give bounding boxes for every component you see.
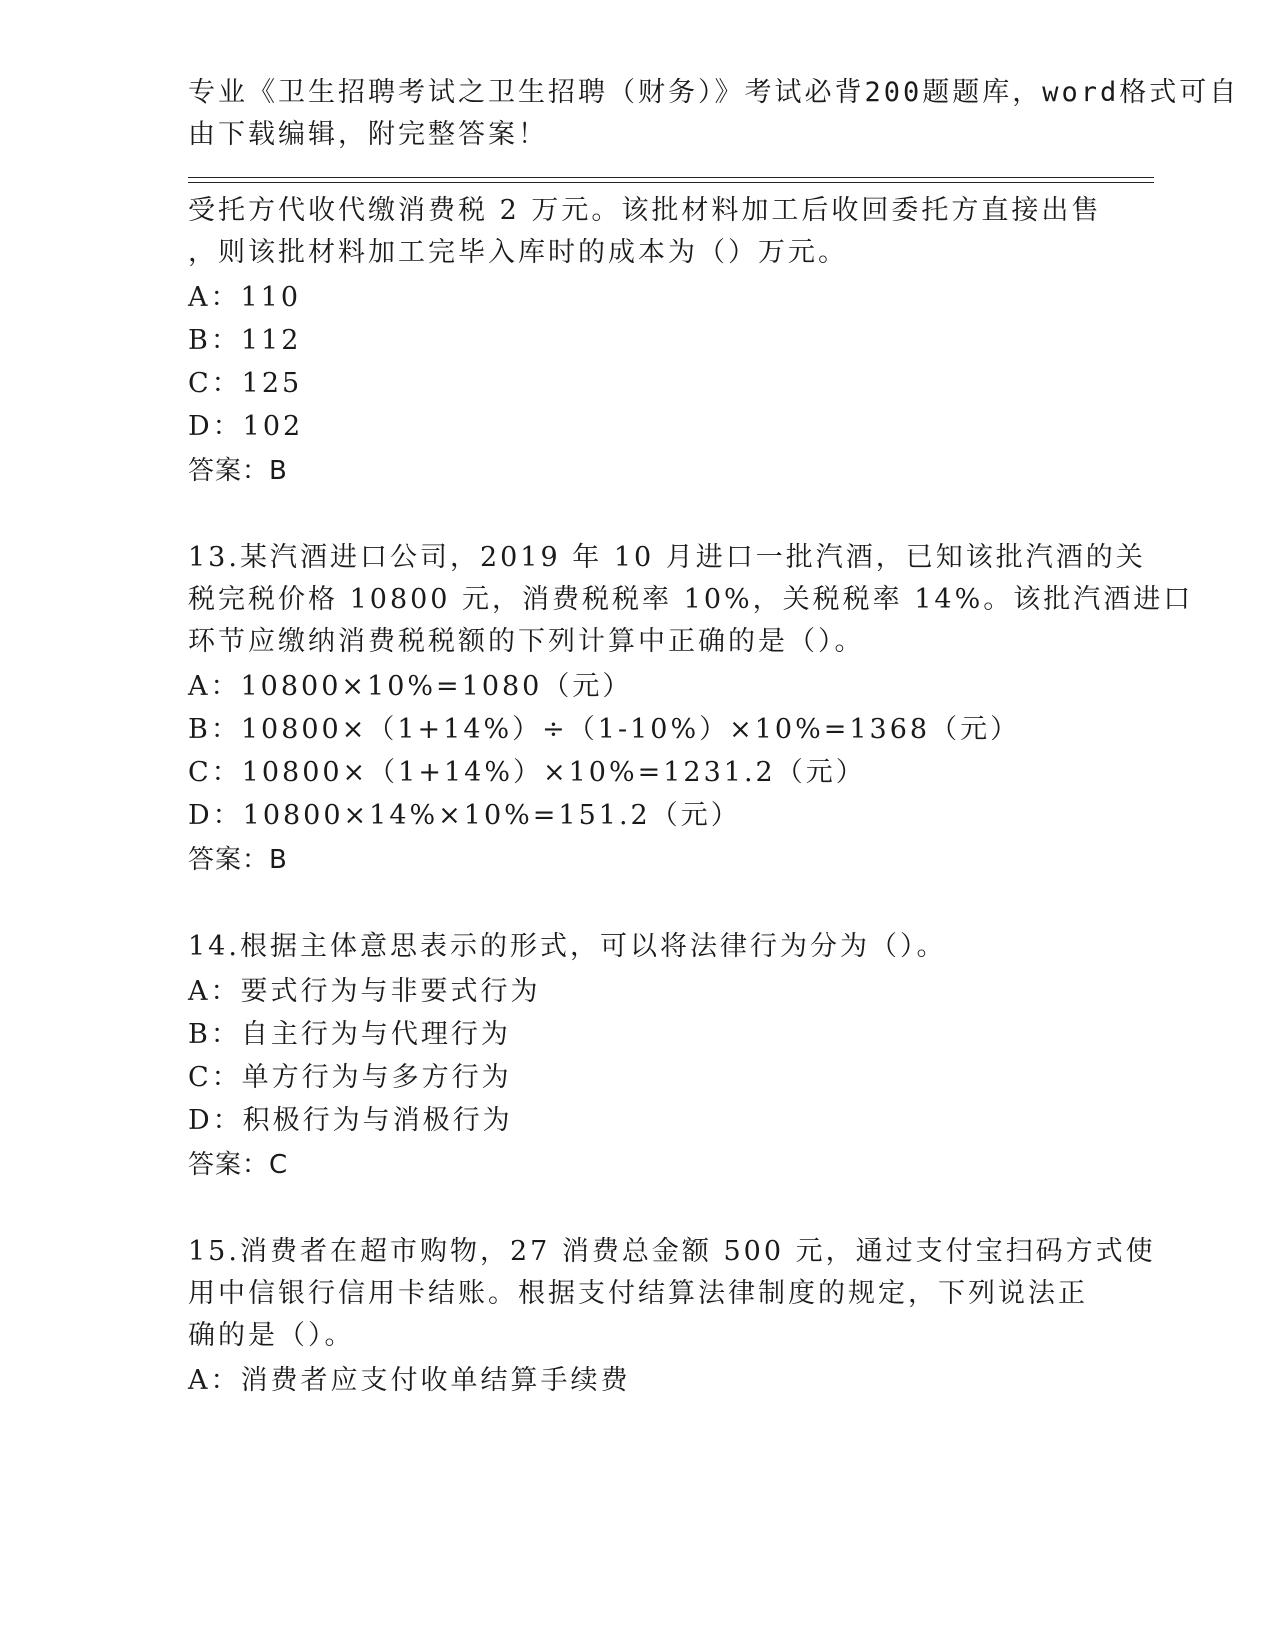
option-d: D：102 [188, 411, 304, 442]
question-12 [188, 190, 1102, 494]
question-stem [188, 190, 1102, 274]
document-header [188, 72, 1240, 156]
option-d: D：10800×14%×10%=151.2（元） [188, 800, 741, 831]
stem-line: 13.某汽酒进口公司，2019 年 10 月进口一批汽酒，已知该批汽酒的关 [188, 542, 1146, 573]
question-stem [188, 537, 1194, 663]
header-divider-top [188, 177, 1154, 178]
header-line-2: 由下载编辑，附完整答案！ [188, 119, 548, 150]
question-stem [188, 1231, 1156, 1357]
question-stem [188, 926, 1088, 968]
stem-line: 受托方代收代缴消费税 2 万元。该批材料加工后收回委托方直接出售 [188, 195, 1102, 226]
stem-line: 税完税价格 10800 元，消费税税率 10%，关税税率 14%。该批汽酒进口 [188, 584, 1194, 615]
answer: 答案：B [188, 845, 288, 875]
question-15 [188, 1231, 1156, 1402]
option-a: A：要式行为与非要式行为 [188, 976, 541, 1007]
option-c: C：10800×（1+14%）×10%=1231.2（元） [188, 757, 866, 788]
header-divider-bottom [188, 182, 1154, 183]
option-b: B：10800×（1+14%）÷（1-10%）×10%=1368（元） [188, 714, 1021, 745]
stem-line: 14.根据主体意思表示的形式，可以将法律行为分为（）。 [188, 931, 947, 962]
option-c: C：125 [188, 368, 303, 399]
option-c: C：单方行为与多方行为 [188, 1062, 512, 1093]
question-13 [188, 537, 1194, 883]
option-b: B：自主行为与代理行为 [188, 1019, 511, 1050]
header-line-1: 专业《卫生招聘考试之卫生招聘（财务）》考试必背200题题库，word格式可自 [188, 77, 1240, 108]
stem-line: 环节应缴纳消费税税额的下列计算中正确的是（）。 [188, 626, 865, 657]
question-list [188, 190, 1194, 1402]
stem-line: 15.消费者在超市购物，27 消费总金额 500 元，通过支付宝扫码方式使 [188, 1236, 1156, 1267]
answer: 答案：C [188, 1150, 289, 1180]
answer: 答案：B [188, 456, 288, 486]
stem-line: 用中信银行信用卡结账。根据支付结算法律制度的规定，下列说法正 [188, 1278, 1088, 1309]
stem-line: ，则该批材料加工完毕入库时的成本为（）万元。 [188, 237, 848, 268]
option-d: D：积极行为与消极行为 [188, 1105, 513, 1136]
option-a: A：110 [188, 282, 302, 313]
question-14 [188, 926, 1088, 1188]
option-a: A：10800×10%=1080（元） [188, 671, 633, 702]
option-b: B：112 [188, 325, 302, 356]
option-a: A：消费者应支付收单结算手续费 [188, 1365, 631, 1396]
stem-line: 确的是（）。 [188, 1320, 355, 1351]
